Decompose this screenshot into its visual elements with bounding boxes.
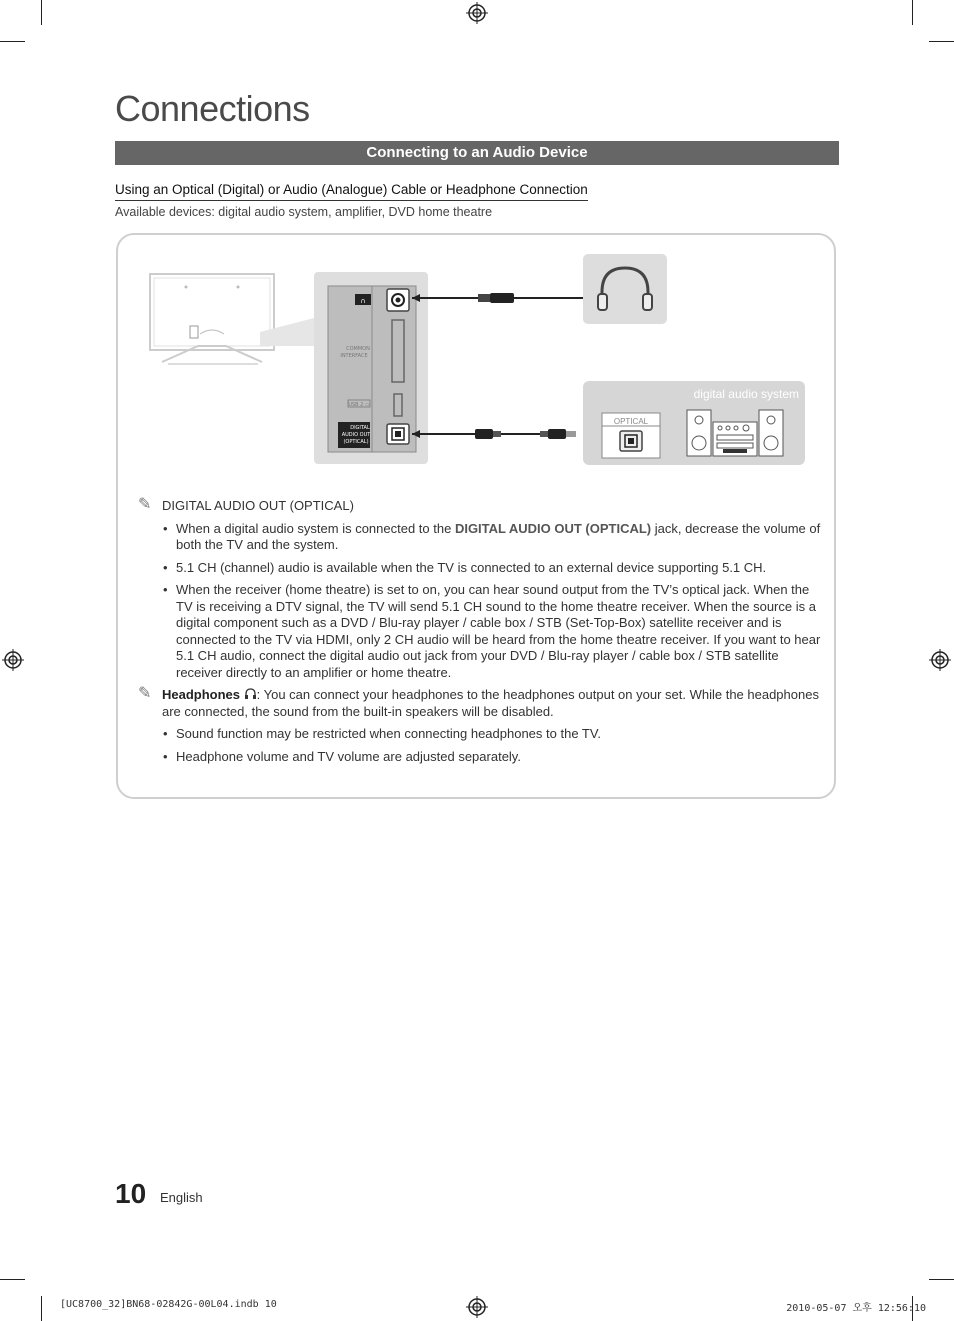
connection-diagram (140, 250, 810, 475)
svg-text:INTERFACE: INTERFACE (340, 353, 368, 359)
pencil-note-icon: ✎ (138, 496, 152, 513)
optical-bullet-list (138, 521, 828, 682)
registration-mark-icon (929, 649, 951, 671)
note-headphones-heading: ✎ Headphones : You can connect your headphones to the headphones output on your set. While the headphones are connected, the sound from the built-in speakers will be disabled. (138, 685, 819, 719)
list-item: • 5.1 CH (channel) audio is available when the TV is connected to an external device supporting 5.1 CH. (176, 560, 828, 577)
section-title: Connecting to an Audio Device (115, 141, 839, 165)
headphones-bullet-list (138, 726, 828, 765)
registration-mark-icon (466, 1296, 488, 1318)
subheading: Using an Optical (Digital) or Audio (Analogue) Cable or Headphone Connection (115, 182, 588, 201)
language-label: English (160, 1190, 203, 1205)
list-item: • When a digital audio system is connected to the DIGITAL AUDIO OUT (OPTICAL) jack, decrease the volume of both the TV and the system. (176, 521, 828, 554)
footer-timestamp: 2010-05-07 오후 12:56:10 (786, 1303, 926, 1314)
footer-file: [UC8700_32]BN68-02842G-00L04.indb 10 (60, 1299, 277, 1310)
tv-back-icon (150, 274, 274, 364)
crop-mark (0, 1279, 25, 1280)
svg-text:(OPTICAL): (OPTICAL) (343, 439, 369, 445)
crop-mark (929, 1279, 954, 1280)
notes (138, 498, 828, 771)
registration-mark-icon (2, 649, 24, 671)
note-optical-heading: ✎ DIGITAL AUDIO OUT (OPTICAL) (138, 496, 354, 513)
svg-text:AUDIO OUT: AUDIO OUT (341, 432, 371, 438)
crop-mark (929, 41, 954, 42)
svg-text:∩: ∩ (360, 297, 366, 305)
page-title: Connections (115, 88, 310, 129)
available-devices: Available devices: digital audio system, amplifier, DVD home theatre (115, 205, 493, 219)
pencil-note-icon: ✎ (138, 685, 152, 702)
crop-mark (912, 0, 913, 25)
crop-mark (0, 41, 25, 42)
svg-text:COMMON: COMMON (346, 346, 370, 352)
svg-text:DIGITAL: DIGITAL (350, 425, 370, 431)
headphones-icon (244, 688, 257, 700)
optical-port-icon (620, 431, 642, 451)
registration-mark-icon (466, 2, 488, 24)
optical-label: OPTICAL (613, 417, 649, 426)
audio-system-label: digital audio system (693, 387, 799, 401)
crop-mark (41, 0, 42, 25)
svg-text:USB 2 ▭: USB 2 ▭ (348, 402, 370, 408)
page-number: 10 (115, 1178, 147, 1209)
crop-mark (41, 1296, 42, 1321)
list-item: • Headphone volume and TV volume are adjusted separately. (176, 749, 828, 766)
list-item: • Sound function may be restricted when connecting headphones to the TV. (176, 726, 828, 743)
list-item: • When the receiver (home theatre) is set to on, you can hear sound output from the TV’s optical jack. When the TV is receiving a DTV signal, the TV will send 5.1 CH sound to the home theatre receiver. When the source is a digital component such as a DVD / Blu-ray player / cable box / STB (Set-Top-Box) satellite receiver and is connected to the TV via HDMI, only 2 CH audio will be heard from the home theatre receiver. If you want to hear 5.1 CH audio, connect the digital audio out jack from your DVD / Blu-ray player / cable box / STB satellite receiver directly to an amplifier or home theatre. (176, 582, 828, 681)
